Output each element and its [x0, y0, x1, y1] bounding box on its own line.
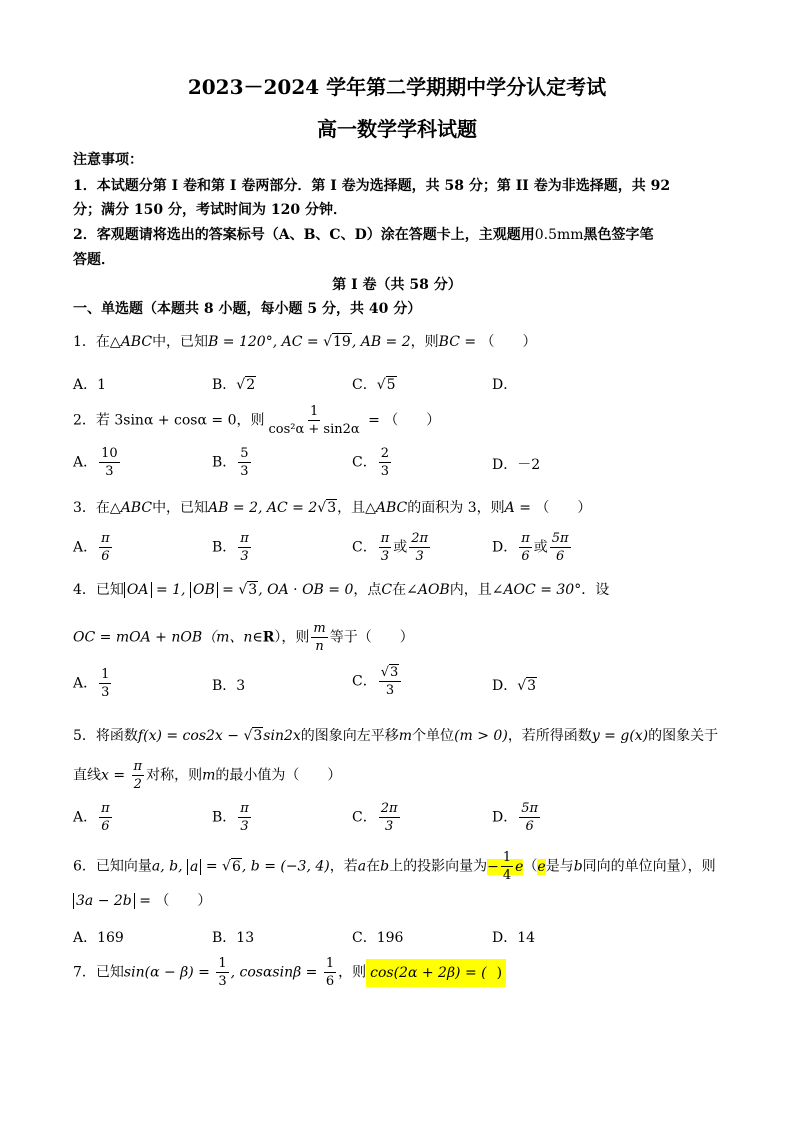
q2-fraction: [266, 403, 361, 438]
q4-l2-d: + n: [150, 629, 181, 646]
q4-vec-oa: OA: [126, 582, 149, 598]
q6-vec: a, b,: [151, 858, 188, 875]
q3-c-n1: π: [380, 531, 390, 546]
q3-d-frac2: [550, 530, 571, 565]
q4-option-d: D．√3: [492, 678, 537, 694]
q2-a-frac: [99, 445, 120, 480]
q3-cond-sqrt: 3: [327, 500, 337, 516]
q5-c-n: 2π: [380, 801, 398, 816]
q1-b-val: 2: [246, 377, 256, 393]
q4-text-b: ，点: [353, 582, 382, 598]
q7-frac1: [216, 955, 228, 990]
q6-text-a: 6．已知向量: [73, 858, 152, 875]
notice-heading: 注意事项：: [73, 152, 143, 168]
q6-abs-a: [187, 859, 201, 875]
q6-sqrt: 6: [231, 858, 241, 875]
q2-option-d: D．－2: [492, 457, 541, 473]
q6-abs-a-val: a: [190, 858, 199, 875]
notice-item2-a: 2．客观题请将选出的答案标号（A、B、C、D）涂在答题卡上，主观题用: [73, 227, 535, 243]
q3-text-c: ，且△: [337, 500, 376, 516]
q4-l2-b: = m: [95, 629, 130, 646]
q5-stem: 5．将函数f(x) = cos2x − √3sin2x的图象向左平移m个单位(m > 0)，若所得函数y = g(x)的图象关于: [73, 728, 719, 744]
q3-a-d: 6: [101, 549, 110, 564]
q3-b-label: B．: [212, 539, 237, 556]
exam-subtitle: 高一数学学科试题: [317, 117, 477, 141]
q6-option-c: C．196: [352, 930, 404, 946]
q3-option-d: [492, 530, 573, 565]
q5-l2-b: 对称，则: [146, 767, 203, 784]
q5-b-n: π: [240, 801, 249, 816]
q4-eq3: ,: [258, 582, 268, 598]
q7-expr2: , cosαsinβ =: [230, 964, 322, 981]
q1-text-e: = （ ）: [459, 334, 537, 350]
q3-a-n: π: [101, 531, 110, 546]
q6-stem: 6．已知向量a, b, a = √6, b = (−3, 4)，若a在b上的投影向量为− $\frac{1}{4}$ e（e是与b同向的单位向量），则: [73, 850, 716, 883]
q3-b-n: π: [240, 531, 249, 546]
q3-option-a: [73, 530, 114, 565]
q5-text-d: ，若所得函数: [507, 728, 592, 744]
q4-l2-ob: OB: [180, 629, 203, 646]
q7-expr1: sin(α − β) =: [123, 964, 215, 981]
q4-abs-ob: [190, 582, 218, 598]
q2-stem: [73, 403, 440, 438]
q1-cond: B = 120°, AC =: [208, 334, 324, 350]
q4-stem-line2: [73, 620, 414, 655]
q3-d-d1: 6: [521, 549, 530, 564]
q3-d-frac1: [519, 530, 532, 565]
q1-b-label: B．: [212, 377, 237, 393]
q6-text-e: （: [523, 858, 538, 875]
q2-text-a: 2．若 3sinα + cosα = 0，则: [73, 412, 265, 429]
q4-abs-oa: [124, 582, 152, 598]
q6-text-c: 在: [366, 858, 381, 875]
q4-c-n-wrap: √3: [379, 664, 402, 682]
q4-l2-g: ）: [274, 629, 282, 646]
q5-m: m: [398, 728, 413, 744]
q3-c-d1: 3: [380, 549, 390, 564]
q4-d-label: D．: [492, 678, 518, 694]
q4-text-c: 在: [392, 582, 407, 598]
q5-c-frac: [379, 800, 400, 835]
q3-b-d: 3: [240, 549, 249, 564]
q5-option-a: [73, 800, 114, 835]
q1-text-d: ，则: [410, 334, 439, 350]
q5-option-d: [492, 800, 542, 835]
q4-c-label: C．: [352, 673, 377, 690]
q2-text-b: = （ ）: [363, 412, 441, 429]
q1-cond2: , AB = 2: [351, 334, 411, 350]
q5-b-frac: [238, 800, 251, 835]
q1-c-val: 5: [386, 377, 396, 393]
q6-abs-expr: [73, 893, 135, 909]
q7-d2: 6: [325, 974, 335, 989]
q6-option-a: A．169: [73, 930, 124, 946]
q3-c-frac2: [409, 530, 430, 565]
q5-l2-c: 的最小值为（ ）: [215, 767, 342, 784]
q3-c-d2: 3: [415, 549, 424, 564]
q3-option-b: [212, 530, 253, 565]
q5-option-b: [212, 800, 253, 835]
q4-a-d: 3: [101, 685, 110, 700]
q4-option-b: B．3: [212, 678, 246, 694]
q3-d-or: 或: [533, 539, 548, 556]
q3-b-frac: [238, 530, 251, 565]
notice-item2-line1: [73, 224, 654, 244]
q1-option-c: C．√5: [352, 377, 396, 393]
q1-ask: BC: [438, 334, 460, 350]
q2-a-d: 3: [105, 464, 114, 479]
q3-c-label: C．: [352, 539, 377, 556]
q5-a-n: π: [101, 801, 110, 816]
q5-d-frac: [519, 800, 540, 835]
q2-c-label: C．: [352, 454, 377, 471]
q2-c-d: 3: [380, 464, 389, 479]
q6-option-d: D．14: [492, 930, 536, 946]
q5-g: y = g(x): [591, 728, 649, 744]
q4-option-a: [73, 666, 113, 701]
q3-d-n2: 5π: [551, 531, 569, 546]
q6-proj-frac: [501, 849, 513, 884]
notice-item2-b: 0.5mm: [534, 227, 584, 243]
q6-text-d: 上的投影向量为: [389, 858, 488, 875]
q2-c-frac: [379, 445, 391, 480]
q5-a-d: 6: [101, 819, 110, 834]
q2-option-b: [212, 445, 253, 480]
q7-stem: [73, 955, 506, 990]
q5-text-b: 的图象向左平移: [300, 728, 399, 744]
q4-vec-oc: OC: [73, 629, 96, 646]
q2-b-label: B．: [212, 454, 237, 471]
q4-text-d: 内，且: [449, 582, 492, 598]
q2-frac-num: 1: [309, 404, 319, 419]
q6-proj-n: 1: [502, 850, 512, 865]
q4-c-n: 3: [390, 665, 399, 680]
q3-cond: AB = 2, AC = 2: [208, 500, 318, 516]
q1-stem: 1．在△ABC中，已知B = 120°, AC = √19, AB = 2，则BC = （ ）: [73, 334, 537, 350]
q5-d-d: 6: [525, 819, 534, 834]
q2-c-n: 2: [380, 446, 389, 461]
q5-d-n: 5π: [521, 801, 539, 816]
q4-l2-r: R: [262, 629, 275, 646]
q4-eq2: =: [217, 582, 239, 598]
q5-a-frac: [99, 800, 112, 835]
q2-option-c: [352, 445, 393, 480]
q7-n1: 1: [218, 956, 227, 971]
q4-dot-a: OA: [267, 582, 289, 598]
section-heading: 一、单选题（本题共 8 小题，每小题 5 分，共 40 分）: [73, 301, 422, 317]
q5-cond: (m > 0): [454, 728, 508, 744]
q3-abc-2: ABC: [375, 500, 408, 516]
q4-text-e: ．设: [581, 582, 610, 598]
q5-b-d: 3: [240, 819, 249, 834]
q5-x-n: π: [133, 759, 143, 774]
q6-proj-sign: −: [487, 858, 499, 875]
q4-a-n: 1: [101, 667, 110, 682]
q5-option-c: [352, 800, 402, 835]
q6-b: b: [380, 858, 390, 875]
q3-text-d: 的面积为 3，则: [407, 500, 505, 516]
q5-l2-m: m: [202, 767, 216, 784]
q4-point-c: C: [381, 582, 393, 598]
q5-c-d: 3: [384, 819, 394, 834]
q5-l2-x: x =: [101, 767, 130, 784]
q1-text-a: 1．在△: [73, 334, 121, 350]
q6-b2: b: [573, 858, 583, 875]
q3-stem: 3．在△ABC中，已知AB = 2, AC = 2√3，且△ABC的面积为 3，则A = （ ）: [73, 500, 592, 516]
q2-a-n: 10: [101, 446, 118, 461]
q6-proj-highlight: [487, 850, 524, 883]
q2-option-a: [73, 445, 122, 480]
q2-b-frac: [238, 445, 250, 480]
q6-l2-b: = （ ）: [134, 893, 212, 909]
q7-ask: cos(2α + 2β) = (: [370, 964, 487, 981]
q6-stem-line2: [73, 890, 211, 910]
q6-proj-d: 4: [502, 868, 512, 883]
q5-func-sqrt: 3: [253, 728, 263, 744]
q5-l2-a: 直线: [73, 767, 101, 784]
notice-item2-line2: 答题．: [73, 252, 115, 268]
q3-option-c: [352, 530, 432, 565]
q3-text-e: = （ ）: [514, 500, 592, 516]
q4-eq4: = 0: [323, 582, 354, 598]
q4-angle-aob: ∠AOB: [406, 582, 450, 598]
q4-mn-d: n: [315, 639, 324, 654]
q1-option-b: B．√2: [212, 377, 256, 393]
q2-b-d: 3: [240, 464, 249, 479]
q6-proj-e: e: [515, 858, 524, 875]
q3-text-b: 中，已知: [152, 500, 209, 516]
q5-x-frac: [132, 758, 145, 793]
q5-d-label: D．: [492, 809, 518, 826]
q4-mn-n: m: [313, 621, 326, 636]
q6-eq1: =: [201, 858, 223, 875]
q4-dot-sym: ·: [288, 582, 303, 598]
q1-c-label: C．: [352, 377, 377, 393]
q4-option-c: [352, 664, 403, 699]
q2-b-n: 5: [240, 446, 249, 461]
q1-cond-sqrt: 19: [332, 334, 351, 350]
q5-stem-line2: [73, 758, 341, 793]
q4-vec-ob: OB: [192, 582, 215, 598]
q3-c-frac1: [379, 530, 392, 565]
q3-c-n2: 2π: [411, 531, 429, 546]
notice-item1-line1: 1．本试题分第 I 卷和第 I 卷两部分．第 I 卷为选择题，共 58 分；第 II 卷为非选择题，共 92: [73, 178, 671, 194]
q2-a-label: A．: [73, 454, 98, 471]
q6-text-b: ，若: [329, 858, 358, 875]
q4-c-d: 3: [385, 683, 395, 698]
q7-text-a: 7．已知: [73, 964, 124, 981]
q7-text-b: ，则: [338, 964, 367, 981]
q4-d-val: 3: [527, 678, 537, 694]
q6-e-highlight: e: [537, 858, 546, 875]
q4-angle-aoc: ∠AOC = 30°: [491, 582, 582, 598]
q5-text-e: 的图象关于: [648, 728, 719, 744]
q5-func-b: sin2x: [263, 728, 301, 744]
q5-b-label: B．: [212, 809, 237, 826]
q4-stem: 4．已知 OA = 1, OB = √3, OA · OB = 0，点C在∠AOB内，且∠AOC = 30°．设: [73, 582, 610, 598]
q7-ask-highlight: [366, 959, 506, 987]
q1-abc: ABC: [120, 334, 153, 350]
q7-n2: 1: [325, 956, 335, 971]
q3-a-frac: [99, 530, 112, 565]
q5-text-c: 个单位: [412, 728, 455, 744]
q7-d1: 3: [218, 974, 227, 989]
q1-option-d: D．: [492, 377, 518, 393]
q4-a-label: A．: [73, 675, 98, 692]
q4-l2-oa: OA: [129, 629, 151, 646]
q5-x-d: 2: [133, 777, 142, 792]
q4-c-frac: [379, 664, 402, 699]
q3-c-or: 或: [393, 539, 408, 556]
q7-frac2: [324, 955, 336, 990]
q4-eq1: = 1,: [151, 582, 190, 598]
q4-l2-f: （m、n∈: [202, 629, 263, 646]
q4-mn-frac: [311, 620, 327, 655]
q6-text-f: 是与: [545, 858, 574, 875]
q4-sqrt: 3: [248, 582, 258, 598]
q3-a-label: A．: [73, 539, 98, 556]
q6-text-g: 同向的单位向量），则: [582, 858, 716, 875]
q3-abc: ABC: [120, 500, 153, 516]
q6-a: a: [357, 858, 367, 875]
q6-eq2: , b = (−3, 4): [241, 858, 330, 875]
exam-title: 2023－2024 学年第二学期期中学分认定考试: [187, 75, 607, 99]
q6-option-b: B．13: [212, 930, 255, 946]
q3-d-n1: π: [521, 531, 530, 546]
notice-item2-c: 黑色签字笔: [583, 227, 654, 243]
q1-text-c: 中，已知: [152, 334, 209, 350]
q4-a-frac: [99, 666, 111, 701]
q4-dot-b: OB: [302, 582, 324, 598]
part-title: 第 I 卷（共 58 分）: [332, 277, 462, 293]
q6-l2-expr: 3a − 2b: [76, 893, 132, 909]
q4-l2-i: 等于（ ）: [329, 629, 414, 646]
q1-option-a: A．1: [73, 377, 107, 393]
q3-d-label: D．: [492, 539, 518, 556]
q2-frac-den: cos²α + sin2α: [268, 422, 360, 437]
q5-text-a: 5．将函数: [73, 728, 138, 744]
q4-l2-h: ，则: [281, 629, 310, 646]
q5-c-label: C．: [352, 809, 377, 826]
q5-a-label: A．: [73, 809, 98, 826]
q3-text-a: 3．在△: [73, 500, 121, 516]
q5-func: f(x) = cos2x −: [137, 728, 244, 744]
q4-text-a: 4．已知: [73, 582, 124, 598]
notice-item1-line2: 分；满分 150 分，考试时间为 120 分钟．: [73, 202, 347, 218]
q7-ask-close: ): [496, 964, 503, 981]
q3-d-d2: 6: [556, 549, 565, 564]
q3-ask: A: [504, 500, 515, 516]
